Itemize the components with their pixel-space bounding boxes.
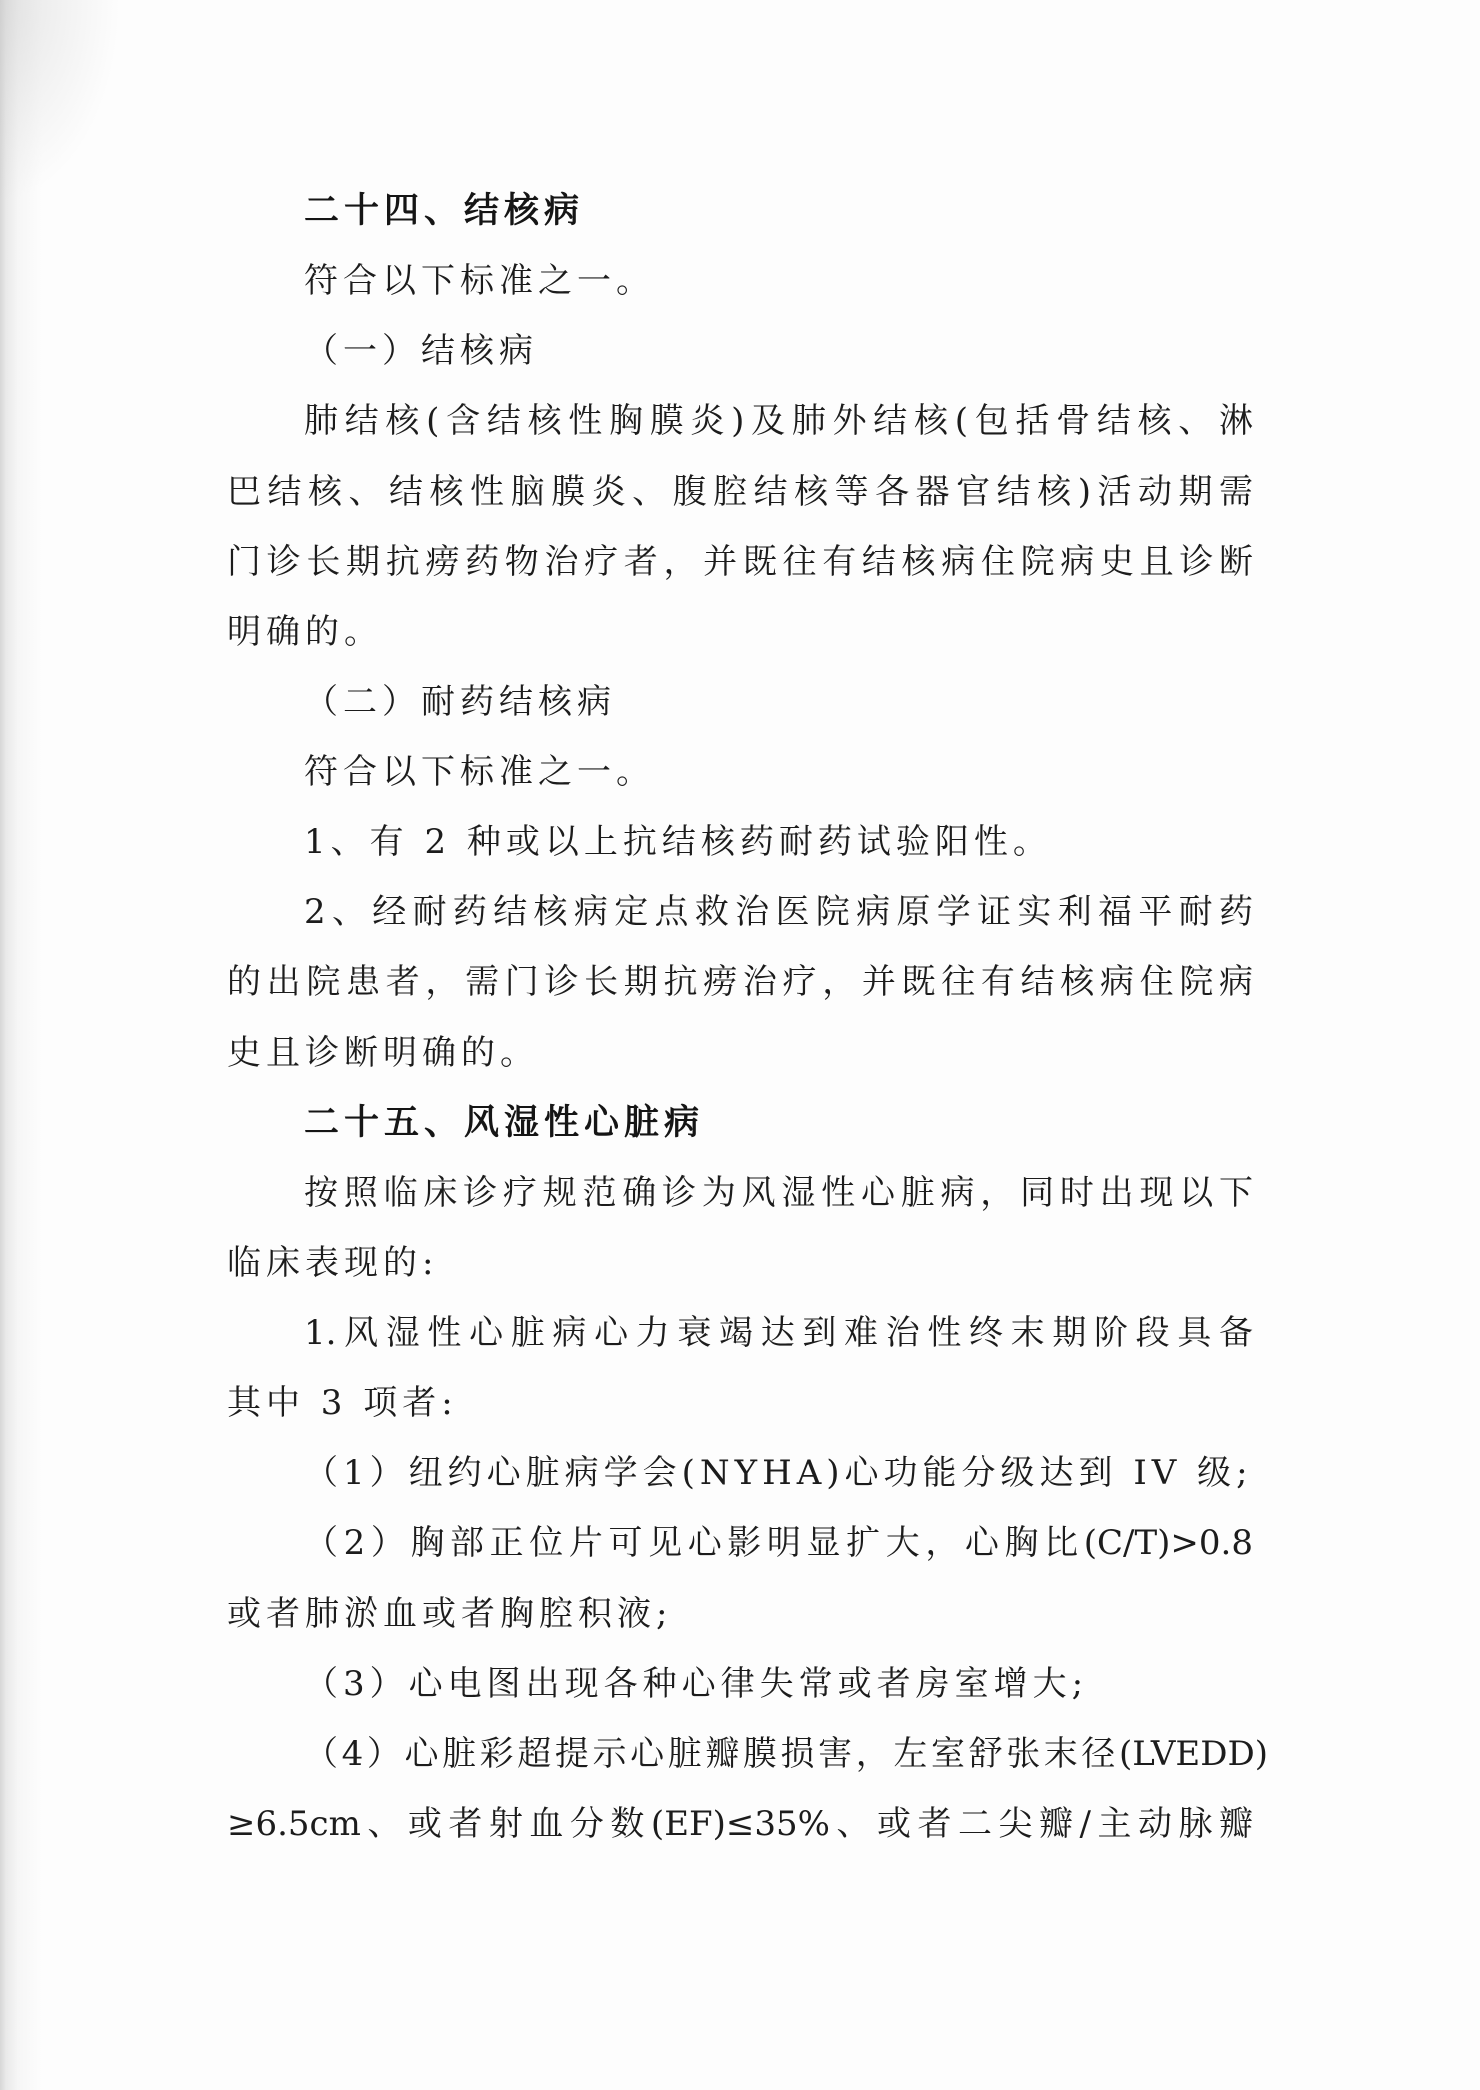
list-item-line: （3）心电图出现各种心律失常或者房室增大; [304, 1663, 1089, 1704]
subsection-title: （一）结核病 [304, 331, 538, 372]
criterion-line: 史且诊断明确的。 [227, 1032, 539, 1073]
paragraph-line: 门诊长期抗痨药物治疗者，并既往有结核病住院病史且诊断 [227, 541, 1253, 582]
subsection-intro-line: 符合以下标准之一。 [304, 752, 655, 792]
condition-line: 其中 3 项者: [227, 1383, 458, 1424]
document-body [227, 176, 1268, 1859]
paragraph-line: 肺结核(含结核性胸膜炎)及肺外结核(包括骨结核、淋 [304, 401, 1253, 442]
list-item-line: ≥6.5cm、或者射血分数(EF)≤35%、或者二尖瓣/主动脉瓣 [227, 1803, 1253, 1844]
criterion-line: 1、有 2 种或以上抗结核药耐药试验阳性。 [304, 822, 1052, 863]
section-heading: 二十四、结核病 [304, 191, 585, 231]
section-intro-line: 临床表现的: [227, 1242, 439, 1283]
condition-line: 1.风湿性心脏病心力衰竭达到难治性终末期阶段具备 [304, 1313, 1253, 1353]
criterion-line: 的出院患者，需门诊长期抗痨治疗，并既往有结核病住院病 [227, 962, 1253, 1003]
criterion-line: 2、经耐药结核病定点救治医院病原学证实利福平耐药 [304, 892, 1253, 933]
paragraph-line: 明确的。 [227, 611, 383, 652]
list-item-line: （1）纽约心脏病学会(NYHA)心功能分级达到 IV 级; [304, 1453, 1253, 1494]
section-intro-line: 符合以下标准之一。 [304, 261, 655, 302]
list-item-line: （4）心脏彩超提示心脏瓣膜损害，左室舒张末径(LVEDD) [304, 1733, 1268, 1774]
list-item-line: 或者肺淤血或者胸腔积液; [227, 1593, 673, 1634]
section-intro-line: 按照临床诊疗规范确诊为风湿性心脏病，同时出现以下 [304, 1172, 1253, 1213]
subsection-title: （二）耐药结核病 [304, 681, 616, 722]
list-item-line: （2）胸部正位片可见心影明显扩大，心胸比(C/T)>0.8 [304, 1523, 1253, 1564]
paragraph-line: 巴结核、结核性脑膜炎、腹腔结核等各器官结核)活动期需 [227, 471, 1253, 512]
section-heading: 二十五、风湿性心脏病 [304, 1102, 705, 1143]
